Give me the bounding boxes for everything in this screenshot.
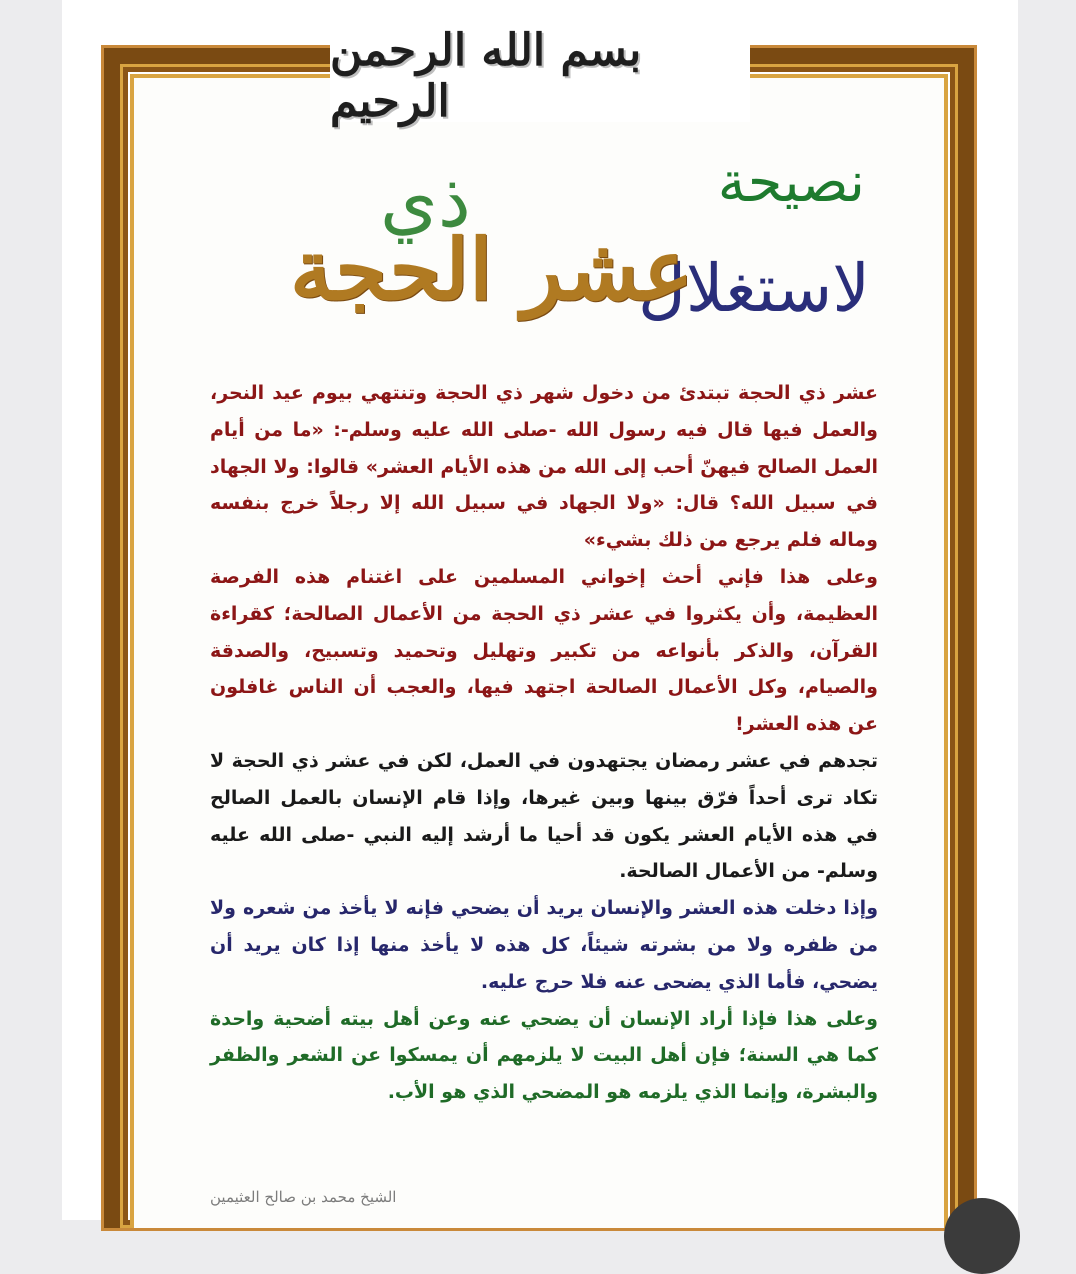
title-naseeha: نصيحة xyxy=(717,150,865,215)
bismillah-text: بسم الله الرحمن الرحيم xyxy=(330,25,642,127)
paragraph-2: وعلى هذا فإني أحث إخواني المسلمين على اغتنام هذه الفرصة العظيمة، وأن يكثروا في عشر ذي الحجة من الأعمال الصالحة؛ كقراءة القرآن، والذكر بأنواعه من تكبير وتهليل وتحميد وتسبيح، والصدقة والصيام، وكل الأعمال الصالحة اجتهد فيها، والعجب أن الناس غافلون عن هذه العشر! xyxy=(210,565,878,736)
title-istighlal: لاستغلال xyxy=(637,250,870,327)
author-signature: الشيخ محمد بن صالح العثيمين xyxy=(210,1188,397,1206)
paragraph-4: وإذا دخلت هذه العشر والإنسان يريد أن يضحي فإنه لا يأخذ من شعره ولا من ظفره ولا من بشرته شيئاً، كل هذه لا يأخذ منها إذا كان يريد أن يضحي، فأما الذي يضحى عنه فلا حرج عليه. xyxy=(210,897,878,993)
article-body xyxy=(210,375,878,1111)
bismillah-banner xyxy=(330,25,750,127)
floating-action-button[interactable] xyxy=(944,1198,1020,1274)
title-dhi: ذي xyxy=(380,158,471,244)
paragraph-1: عشر ذي الحجة تبتدئ من دخول شهر ذي الحجة وتنتهي بيوم عيد النحر، والعمل فيها قال فيه رسول الله -صلى الله عليه وسلم-: «ما من أيام العمل الصالح فيهنّ أحب إلى الله من هذه الأيام العشر» قالوا: ولا الجهاد في سبيل الله؟ قال: «ولا الجهاد في سبيل الله إلا رجلاً خرج بنفسه وماله فلم يرجع من ذلك بشيء» xyxy=(210,382,878,552)
title-calligraphy xyxy=(190,140,890,360)
title-ashr-al-hijjah: عشر الحجة xyxy=(290,220,694,319)
paragraph-5: وعلى هذا فإذا أراد الإنسان أن يضحي عنه وعن أهل بيته أضحية واحدة كما هي السنة؛ فإن أهل البيت لا يلزمهم أن يمسكوا عن الشعر والظفر والبشرة، وإنما الذي يلزمه هو المضحي الذي هو الأب. xyxy=(210,1007,878,1104)
paragraph-3: تجدهم في عشر رمضان يجتهدون في العمل، لكن في عشر ذي الحجة لا تكاد ترى أحداً فرّق بينها وبين غيرها، وإذا قام الإنسان بالعمل الصالح في هذه الأيام العشر يكون قد أحيا ما أرشد إليه النبي -صلى الله عليه وسلم- من الأعمال الصالحة. xyxy=(210,749,878,883)
